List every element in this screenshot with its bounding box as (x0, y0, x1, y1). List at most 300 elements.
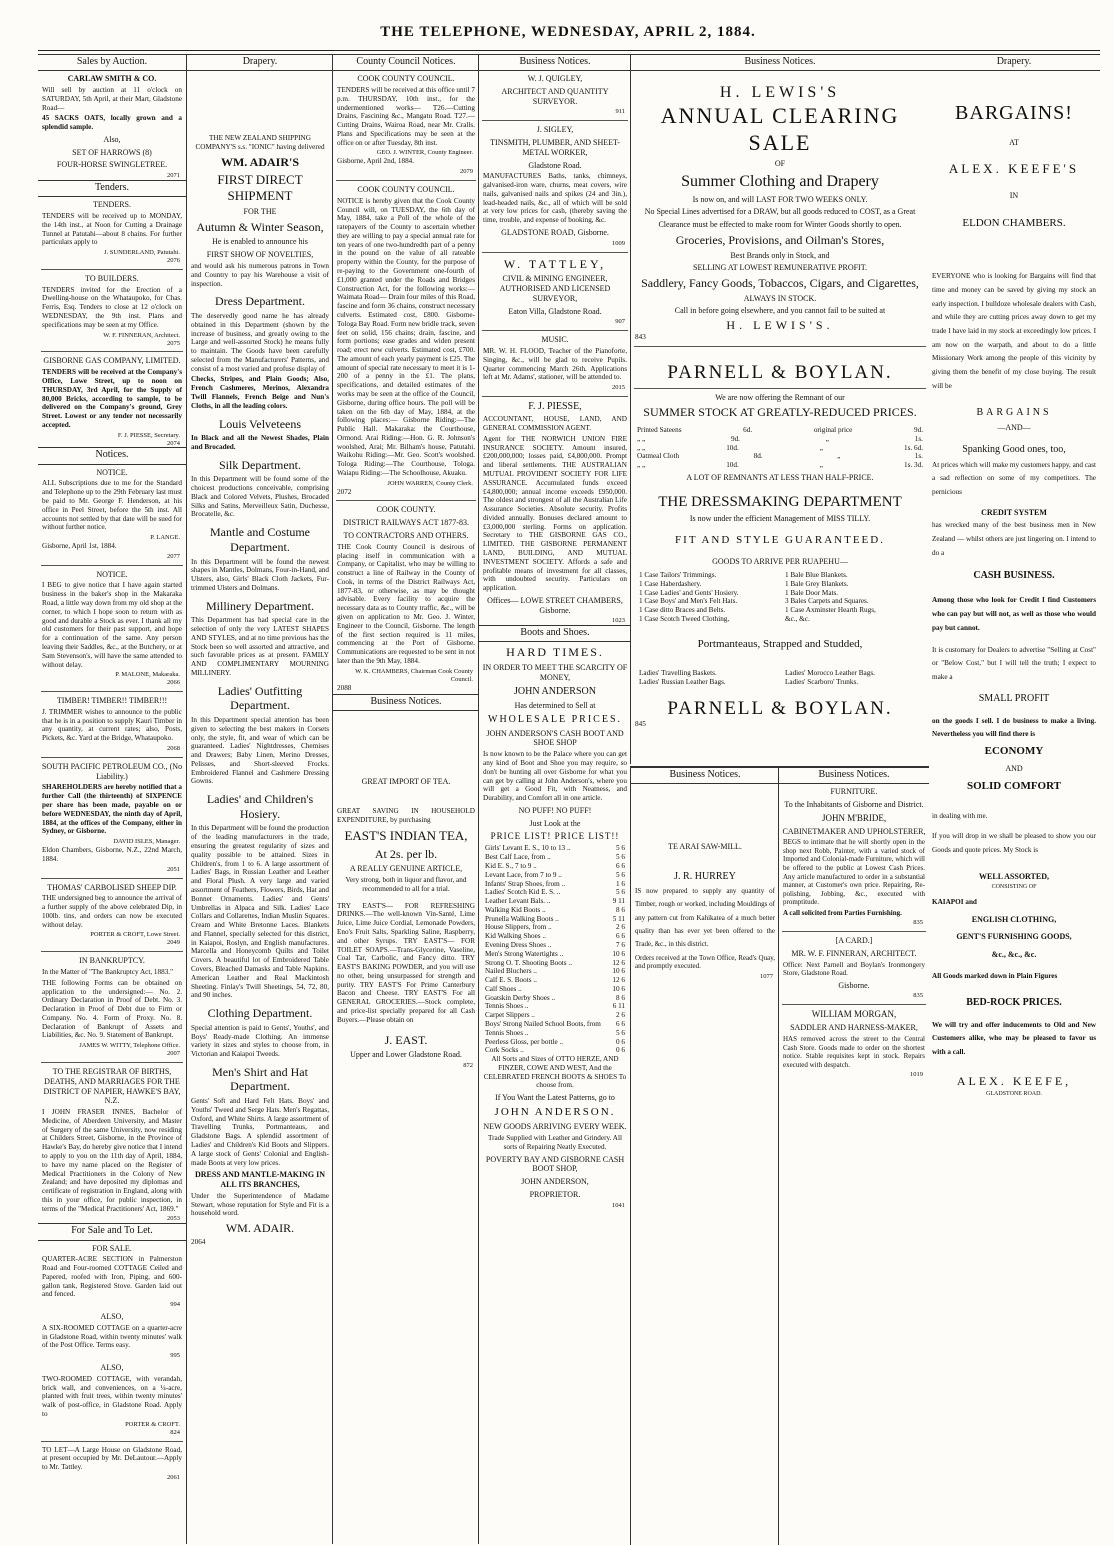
price-item: Calf E. S. Boots .. (485, 976, 537, 985)
price-list-row (485, 1029, 625, 1038)
ad-text: A REALLY GENUINE ARTICLE, (349, 864, 463, 874)
divider (482, 330, 628, 331)
price-item: Men's Strong Watertights .. (485, 949, 564, 958)
section-header: Tenders. (38, 180, 186, 197)
list-item: 1 Case Boys' and Men's Felt Hats. (639, 597, 738, 606)
ad-title: EAST'S INDIAN TEA, (344, 827, 468, 843)
divider (41, 691, 183, 692)
price-value: 12 6 (612, 976, 625, 985)
ad-title: ALEX. KEEFE, (956, 1073, 1072, 1088)
ad-text: Orders received at the Town Office, Read's Quay, and promptly executed. (635, 953, 775, 971)
ad-text: If you will drop in we shall be pleased to show you our Goods and quote prices. My Stock is (932, 832, 1096, 855)
ad-text: Just Look at the (529, 818, 581, 828)
price-list-row (485, 888, 625, 897)
ad-text: Special attention is paid to Gents', Youths', and Boys' Ready-made Clothing. An immense variety in sizes and styles to choose from, in Victorian and Kaiapoi Tweeds. (191, 1023, 329, 1059)
section-header: Drapery. (928, 54, 1100, 71)
ad-signature: J. SUNDERLAND, Patutahi. (103, 249, 180, 257)
ad-title: ANNUAL CLEARING SALE (660, 102, 900, 155)
divider (634, 346, 926, 347)
ad-title: IN BANKRUPTCY. (79, 956, 145, 966)
list-item: 3 Bales Carpets and Squares. (785, 597, 869, 606)
ad-title: ALSO, (100, 1312, 124, 1322)
column-keefe-drapery (928, 54, 1100, 1544)
price-list-row (485, 1046, 625, 1055)
price-item: Best Calf Lace, from .. (485, 853, 551, 862)
price-item: Cork Socks .. (485, 1046, 524, 1055)
ad-text: TENDERS invited for the Erection of a Dwelling-house on the Whataupoko, for Chas. Ferris, Esq. Tenders to close at 12 o'clock on WEDNESDAY, the 9th inst. Plans and specifications may be seen at my Office. (42, 285, 182, 329)
price-item: Levant Lace, from 7 to 9 .. (485, 870, 562, 879)
ad-text: Gents' Soft and Hard Felt Hats. Boys' and Youths' Tweed and Serge Hats. Men's Regattas, Oxford, and White Shirts. A large assortment of Travelling Trunks, Portmanteaus, and Gladstone Bags. A splendid assortment of Ladies' and Children's Kid Boots and Slippers. A large stock of Gents' Colonial and English-made Boots at very low prices. (191, 1097, 329, 1167)
ad-number: 2075 (167, 339, 180, 347)
ad-subheading: Men's Shirt and Hat Department. (212, 1064, 308, 1094)
ad-subheading: Ladies' and Children's Hosiery. (206, 792, 314, 821)
price-table-cell: 10d. (726, 443, 739, 452)
price-table-row (637, 461, 923, 470)
ad-title: ARCHITECT AND QUANTITY SURVEYOR. (501, 86, 609, 106)
ad-number: 1023 (612, 617, 625, 625)
price-list-row (485, 976, 625, 985)
ad-text: Also, (103, 134, 121, 144)
price-table-cell: 1s. 3d. (904, 461, 923, 470)
section-header: Drapery. (187, 54, 333, 71)
list-item: 1 Case Axminster Hearth Rugs, (785, 606, 876, 615)
ad-text: To the Inhabitants of Gisborne and District. (784, 799, 924, 809)
ad-number: 2049 (167, 939, 180, 947)
ad-number: 2053 (167, 1215, 180, 1223)
ad-text: BEGS to intimate that he will shortly open in the shop next Robb, Painter, with a varied stock of Imported and Colonial-made Furniture, which will be offered to the public at Lowest Cash Prices. Any article manufactured to order in a substantial manner, at Customer's own price. Repairing, Re-polishing, Jobbing, &c., executed with promptitude. (783, 838, 925, 907)
price-table-cell: Printed Sateens (637, 426, 682, 435)
column-business-boots (478, 54, 631, 1544)
price-list-row (485, 1002, 625, 1011)
masthead-rule (38, 50, 1100, 51)
blank-space (187, 74, 333, 134)
ad-text: TENDERS will be received at this office until 7 p.m. THURSDAY, 10th inst., for the undermentioned works— T26.—Cutting Drains, Fascining &c., Mangatu Road. T27.—Cutting Drains, Wairoa Road, near Mr. Cralls. Plans and Specifications may be seen at the office on or after Tuesday, 8th inst. (337, 85, 475, 147)
ad-number: 845 (635, 719, 646, 728)
ad-signature: J. EAST. (384, 1032, 428, 1047)
ad-text: Upper and Lower Gladstone Road. (350, 1050, 462, 1060)
price-list-row (485, 994, 625, 1003)
price-value: 10 6 (612, 984, 625, 993)
masthead: THE TELEPHONE, WEDNESDAY, APRIL 2, 1884. (380, 24, 756, 40)
ad-text: THE following Forms can be obtained on application to the undersigned:— No. 2. Ordinary Declaration in Proof of Debt. No. 3. Declaration in Proof of Debt due to Firm or Company. No. 4. Form of Proxy. No. 8. Declaration of Bankrupt of Assets and Liabilities, &c. No. 9. Statement of Bankrupt. (42, 978, 182, 1040)
ad-text: CABINETMAKER AND UPHOLSTERER, (782, 826, 926, 836)
section-header: Business Notices. (631, 54, 929, 71)
goods-column (639, 571, 775, 624)
ad-title: FURNITURE. (830, 787, 878, 797)
ad-title: NOTICE. (96, 569, 128, 579)
price-value: 9 11 (612, 897, 625, 906)
ad-text: EVERYONE who is looking for Bargains will find that time and money can be saved by giving my stock an early inspection. I bulldoze wholesale dealers with Cash, and while they are cutting prices away down to get my trade I have laid in my stock at exceedingly low prices. I am now on the warpath, and about to do a little Missionary Work among the people of this vicinity by giving them the benefit of my close buying. The result will be (932, 272, 1096, 390)
price-list-row (485, 985, 625, 994)
price-value: 8 6 (616, 905, 625, 914)
ad-title: Saddlery, Fancy Goods, Tobaccos, Cigars, and Cigarettes, (641, 276, 919, 290)
price-table-cell: original price (813, 426, 853, 435)
ad-date: Eldon Chambers, Gisborne, N.Z., 22nd March, 1884. (42, 846, 182, 863)
ad-number: 2071 (167, 172, 180, 180)
price-item: House Slippers, from .. (485, 923, 552, 932)
price-value: 10 6 (612, 967, 625, 976)
ad-number: 2068 (167, 745, 180, 753)
ad-text: ALL Subscriptions due to me for the Standard and Telephone up to the 29th February last must be paid to Mr. George F. Henderson, at his office in Peel Street, before the 5th inst. All accounts not settled by that date will be sued for without further notice. (42, 479, 182, 532)
ad-title: Groceries, Provisions, and Oilman's Stores, (675, 232, 885, 247)
price-item: Kid Walking Shoes .. (485, 932, 546, 941)
ad-number: 835 (913, 992, 923, 1000)
price-item: Evening Dress Shoes .. (485, 940, 552, 949)
price-list-row (485, 959, 625, 968)
ad-text: THE undersigned beg to announce the arrival of a further supply of the above celebrated Dip, in 100lb. tins, and orders can now be executed without delay. (42, 894, 182, 929)
list-item: 1 Bale Grey Blankets. (785, 579, 849, 588)
ad-title: SOLID COMFORT (966, 780, 1062, 793)
ad-number: 995 (170, 1352, 180, 1360)
ad-title: PARNELL & BOYLAN. (667, 697, 893, 719)
ad-title: PRICE LIST! PRICE LIST!! (490, 831, 620, 842)
ad-text: has wrecked many of the best business men in New Zealand — whilst others are just lingering on. I intend to do a (932, 521, 1096, 557)
ad-title: TO BUILDERS. (85, 273, 139, 283)
ad-title: ALSO, (100, 1363, 124, 1373)
divider (41, 757, 183, 758)
ad-title: THE DRESSMAKING DEPARTMENT (658, 493, 902, 510)
ad-text: Call in before going elsewhere, and you cannot fail to be suited at (674, 306, 886, 316)
ad-number: 907 (615, 318, 625, 326)
price-list (479, 844, 631, 1055)
ad-text: IN (1009, 191, 1019, 201)
ad-text: MANUFACTURES Baths, tanks, chimneys, galvanised-iron ware, churns, meat covers, wire nails, galvanised nails and spikes (24 and 3in.), lead-headed nails, &c., all of which will be sold at very low prices for cash, (thereby saving the time, trouble, and expense of booking, &c. (483, 172, 627, 225)
ad-text: If You Want the Latest Patterns, go to (495, 1093, 615, 1103)
ad-title: H. LEWIS'S (719, 84, 841, 102)
price-table-row (637, 435, 923, 444)
divider (482, 252, 628, 253)
section-header: Boots and Shoes. (479, 625, 631, 642)
ad-signature: JAMES W. WITTY, Telephone Office. (79, 1042, 180, 1050)
blank-space (631, 787, 779, 839)
section-header: Business Notices. (479, 54, 631, 71)
ad-title: COOK COUNTY COUNCIL. (357, 74, 455, 84)
list-item: Ladies' Morocco Leather Bags. (785, 669, 875, 678)
ad-title: Spanking Good ones, too, (962, 444, 1066, 456)
price-item: Nailed Bluchers .. (485, 967, 537, 976)
ad-text: Clearance must be effected to make room for Winter Goods shortly to open. (658, 220, 902, 230)
ad-signature: F. J. PIESSE, Secretary. (117, 431, 180, 439)
divider (41, 565, 183, 566)
ad-number: 2076 (167, 257, 180, 264)
price-value: 5 6 (616, 1028, 625, 1037)
ad-title: GISBORNE GAS COMPANY, LIMITED. (43, 356, 181, 366)
divider (336, 500, 476, 501)
ad-text: &c., &c., &c. (991, 950, 1037, 960)
ad-number: 2079 (460, 168, 473, 176)
ad-signature: WM. ADAIR. (225, 1221, 295, 1236)
ad-text: Has determined to Sell at (514, 700, 596, 710)
ad-number: 994 (170, 1301, 180, 1309)
ad-text: It is customary for Dealers to advertise "Selling at Cost" or "Below Cost," but I will tell the truth; I expect to make a (932, 645, 1096, 681)
ad-text: Will sell by auction at 11 o'clock on SATURDAY, 5th April, at their Mart, Gladstone Road— (42, 85, 182, 112)
divider (41, 951, 183, 952)
list-item: Ladies' Russian Leather Bags. (639, 677, 726, 686)
ad-subheading: Louis Velveteens (218, 416, 302, 431)
ad-number: 843 (635, 332, 646, 341)
column-lewis-parnell (630, 54, 929, 764)
price-value: 5 11 (612, 914, 625, 923)
price-item: Tennis Shoes .. (485, 1002, 529, 1011)
section-header: Notices. (38, 447, 186, 464)
ad-number: 1009 (612, 239, 625, 247)
ad-text: SADDLER AND HARNESS-MAKER, (790, 1023, 918, 1033)
ad-title: W. J. QUIGLEY, (527, 74, 583, 84)
ad-number: 2007 (167, 1050, 180, 1058)
price-value: 6 6 (616, 1020, 625, 1029)
price-item: Leather Levant Bals. .. (485, 897, 551, 906)
ad-title: J. SIGLEY, (536, 125, 574, 135)
ad-number: 911 (615, 108, 625, 116)
price-table-cell: 6d. (743, 426, 753, 435)
price-value: 12 6 (612, 958, 625, 967)
price-item: Kid E. S., 7 to 9 .. (485, 861, 537, 870)
price-value: 1 6 (616, 879, 625, 888)
ad-text: NO PUFF! NO PUFF! (518, 805, 592, 815)
ad-title: Autumn & Winter Season, (196, 219, 324, 234)
goods-column (785, 571, 921, 624)
price-value: 2 6 (616, 1011, 625, 1020)
ad-text: Gisborne. (838, 980, 870, 990)
divider (41, 351, 183, 352)
ad-text: ALWAYS IN STOCK. (743, 293, 817, 303)
ad-title: J. R. HURREY (674, 870, 736, 882)
list-item: 1 Bale Blue Blankets. (785, 570, 848, 579)
ad-subheading: Silk Department. (219, 457, 301, 472)
ad-title: MUSIC. (541, 335, 569, 345)
ad-number: 1019 (910, 1071, 923, 1079)
ad-text: TWO-ROOMED COTTAGE, with verandah, brick wall, and conveniences, on a ¼-acre, planted with fruit trees, within twenty minutes' walk of post-office, in Gladstone Road. Apply to (42, 1374, 182, 1419)
ad-title: At 2s. per lb. (374, 846, 438, 861)
ad-text: I JOHN FRASER INNES, Bachelor of Medicine, of Aberdeen University, and Master of Surgery of the same University, now residing at Childers Street, Gisborne, in the Province of Hawke's Bay, do hereby give notice that I intend to apply to you on the 11th day of April, 1884, to have my name placed on the Register of Medical Practitioners in the Colony of New Zealand; and have deposited my diplomas and certificate of registration in England, along with this in your office, for public inspection, in terms of the "Medical Practitioners' Act, 1869." (42, 1108, 182, 1213)
ad-text: Under the Superintendence of Madame Stewart, whose reputation for Style and Fit is a household word. (191, 1191, 329, 1218)
price-value: 0 6 (616, 1037, 625, 1046)
divider (41, 878, 183, 879)
price-table-cell: 9d. (730, 434, 740, 443)
ad-date: Gisborne, April 1st, 1884. (42, 542, 117, 551)
ad-text: GOODS TO ARRIVE PER RUAPEHU— (712, 557, 848, 567)
bags-column (785, 669, 921, 687)
ad-text: GREAT SAVING IN HOUSEHOLD EXPENDITURE, by purchasing (337, 807, 475, 825)
ad-text: GLADSTONE ROAD, Gisborne. (501, 228, 609, 238)
list-item: 1 Case Scotch Tweed Clothing, (639, 614, 730, 623)
ad-subheading: Mantle and Costume Department. (210, 525, 310, 554)
ad-title: W. TATTLEY, (503, 256, 607, 271)
ad-text: PROPRIETOR. (529, 1189, 581, 1199)
price-table-cell: „ (819, 443, 823, 452)
column-auction-tenders (38, 54, 186, 1544)
ad-number: 872 (463, 1061, 473, 1069)
ad-signature: DAVID ISLES, Manager. (113, 838, 180, 846)
divider (482, 120, 628, 121)
price-list-row (485, 906, 625, 915)
ad-text: FOR THE (243, 207, 277, 217)
blank-space (333, 714, 479, 774)
ad-title: Portmanteaus, Strapped and Studded, (697, 637, 863, 650)
price-value: 10 6 (612, 949, 625, 958)
ad-text: DRESS AND MANTLE-MAKING IN ALL ITS BRANCHES, (194, 1170, 325, 1190)
price-item: Peerless Gloss, per bottle .. (485, 1037, 564, 1046)
ad-text: 45 SACKS OATS, locally grown and a splendid sample. (42, 114, 182, 132)
ad-text: In this Department special attention has been given to selecting the best makers in Corsets only, the style, fit, and wear of which can be guaranteed. Ladies' Nightdresses, Chemises and Drawers; Baby Linen, Merino Dresses, Pelisses, and Short-sleeved Frocks. Embroidered Flannel and Cashmere Dressing Gowns. (191, 715, 329, 786)
price-value: 5 6 (616, 853, 625, 862)
price-list-row (485, 844, 625, 853)
price-list-row (485, 871, 625, 880)
price-value: 5 6 (616, 844, 625, 853)
ad-title: PARNELL & BOYLAN. (667, 361, 893, 383)
price-item: Strong O. T. Shooting Boots .. (485, 958, 572, 967)
price-list-row (485, 932, 625, 941)
price-value: 6 6 (616, 932, 625, 941)
ad-title: ALEX. KEEFE'S (948, 161, 1080, 177)
ad-title: THOMAS' CARBOLISED SHEEP DIP. (47, 882, 177, 892)
ad-title: HARD TIMES. (506, 645, 604, 660)
ad-text: TRY EAST'S— FOR REFRESHING DRINKS.—The well-known Vin-Santé, Lime Juice, Lime Juice Cordial, Lemonade Powders, Eno's Fruit Salts, Sparkling Saline, Raspberry, and other Syrups. TRY EAST'S— FOR TOILET SOAPS.—Trans-Glycerine, Vaseline, Coal Tar, Carbolic, and Fancy ditto. TRY EAST'S BAKING POWDER, and you will use no other, being unsurpassed for strength and purity. TRY EAST'S For Prime Canterbury Bacon and Cheese. TRY EAST'S For all GENERAL GROCERIES.—Stock complete, and price-list specially prepared for all Cash Buyers.—Please obtain on (337, 901, 475, 1024)
ad-title: GENT'S FURNISHING GOODS, (956, 932, 1072, 942)
ad-text: Eaton Villa, Gladstone Road. (508, 306, 602, 316)
ad-signature: P. LANGE. (150, 534, 180, 542)
ad-text: Trade Supplied with Leather and Grindery. All sorts of Repairing Neatly Executed. (487, 1134, 622, 1151)
price-table-cell: 1s. (914, 434, 923, 443)
ad-title: BED-ROCK PRICES. (966, 996, 1062, 1008)
ad-title: JOHN ANDERSON'S CASH BOOT AND SHOE SHOP (486, 728, 624, 748)
section-header: Business Notices. (631, 767, 779, 784)
price-table-cell: 8d. (753, 452, 763, 461)
section-header: Sales by Auction. (38, 54, 186, 71)
price-table-cell: 1s. (914, 452, 923, 461)
bags-list (639, 669, 921, 687)
price-list-row (485, 880, 625, 889)
price-item: Ladies' Scotch Kid E. S. .. (485, 888, 561, 897)
divider (41, 1062, 183, 1063)
ad-text: Best Brands only in Stock, and (730, 250, 830, 260)
price-table-cell: „ „ (637, 443, 646, 452)
ad-subheading: Ladies' Outfitting Department. (217, 683, 303, 713)
ad-title: JOHN ANDERSON (514, 685, 596, 697)
ad-text: All Goods marked down in Plain Figures (932, 971, 1058, 980)
price-item: Walking Kid Boots .. (485, 905, 546, 914)
ad-text: At prices which will make my customers happy, and cast a sad reflection on some of my competitors. The pernicious (932, 460, 1096, 496)
ad-number: 2015 (612, 384, 625, 392)
ad-title: ENGLISH CLOTHING, (971, 914, 1057, 924)
ad-text: SET OF HARROWS (8) (72, 147, 152, 157)
ad-signature: JOHN WARREN, County Clerk. (387, 479, 473, 487)
ad-number: 1077 (760, 972, 773, 980)
ad-title: ECONOMY (984, 745, 1044, 758)
ad-title: F. J. PIESSE, (528, 401, 582, 413)
ad-text: THE NEW ZEALAND SHIPPING COMPANY'S s.s. "IONIC" having delivered (195, 134, 325, 151)
ad-title: TIMBER! TIMBER!! TIMBER!!! (56, 696, 168, 706)
price-value: 7 6 (616, 940, 625, 949)
ad-text: HAS removed across the street to the Central Cash Store. Goods made to order on the shortest notice. Stable requisites kept in stock. Repairs executed with despatch. (783, 1035, 925, 1069)
ad-title: H. LEWIS'S. (726, 318, 834, 333)
ad-text: —AND— (997, 422, 1031, 432)
price-value: 2 6 (616, 923, 625, 932)
ad-text: CIVIL & MINING ENGINEER, AUTHORISED AND LICENSED SURVEYOR, (499, 274, 611, 303)
price-item: Boys' Strong Nailed School Boots, from (485, 1020, 601, 1029)
price-list-row (485, 967, 625, 976)
ad-title: ELDON CHAMBERS. (962, 216, 1066, 229)
ad-number: 2074 (167, 439, 180, 447)
ad-signature: W. K. CHAMBERS, Chairman Cook County Council. (355, 667, 473, 683)
ad-signature: PORTER & CROFT, Lowe Street. (90, 931, 180, 939)
ad-text: This Department has had special care in the selection of only the very LATEST SHAPES AND STYLES, and at no time previous has the Stock been so well assorted and attractive, and such favorable prices as at present. FAMILY AND COMPLIMENTARY MOURNING MILLINERY. (191, 616, 329, 677)
price-table-cell: „ „ (637, 461, 646, 470)
ad-text: FOUR-HORSE SWINGLETREE. (56, 160, 168, 170)
price-item: Carpet Slippers .. (485, 1011, 535, 1020)
price-table-cell: „ „ (637, 434, 646, 443)
ad-title: COOK COUNTY. (376, 505, 436, 515)
price-list-row (485, 1020, 625, 1029)
price-table-cell: „ (837, 452, 841, 461)
ad-date: Gisborne, April 2nd, 1884. (337, 157, 415, 166)
ad-title: ACCOUNTANT, HOUSE, LAND, AND GENERAL COMMISSION AGENT. (483, 415, 627, 433)
ad-title: COOK COUNTY COUNCIL. (357, 185, 455, 195)
ad-number: 824 (170, 1428, 180, 1436)
ad-text: AT (1009, 137, 1019, 147)
ad-text: GLADSTONE ROAD. (986, 1091, 1042, 1098)
ad-title: MR. W. F. FINNERAN, ARCHITECT. (791, 948, 917, 958)
ad-text: OF (774, 159, 786, 169)
ad-number: 2072 (337, 487, 352, 496)
divider (482, 396, 628, 397)
list-item: 1 Case ditto Braces and Belts. (639, 606, 726, 615)
list-item: Ladies' Scarboro' Trunks. (785, 677, 859, 686)
price-item: Girls' Levant E. S., 10 to 13 .. (485, 844, 571, 853)
ad-text: MR. W. H. FLOOD, Teacher of the Pianoforte, Singing, &c., will be glad to receive Pupils. Quarter commencing March 26th. Applications left at Mr. Adams', stationer, will be attended to. (483, 347, 627, 382)
ad-title: Summer Clothing and Drapery (681, 173, 879, 191)
ad-title: JOHN M'BRIDE, (821, 812, 887, 823)
list-item: 1 Case Haberdashery. (639, 579, 702, 588)
price-value: 5 6 (616, 888, 625, 897)
ad-text: Checks, Stripes, and Plain Goods; Also, French Cashmeres, Merinos, Alexandra Twill Flannels, French Beige and Nun's Cloths, in all the leading colors. (191, 375, 329, 410)
price-list-row (485, 950, 625, 959)
ad-title: NOTICE. (96, 467, 128, 477)
ad-text: A LOT OF REMNANTS AT LESS THAN HALF-PRICE. (686, 472, 874, 482)
ad-text: In the Matter of "The Bankruptcy Act, 1883." (42, 968, 174, 976)
ad-title: JOHN ANDERSON. (494, 1106, 616, 1119)
ad-title: WHOLESALE PRICES. (488, 713, 622, 725)
ad-text: SHAREHOLDERS are hereby notified that a further Call (the thirteenth) of SIXPENCE per share has been made, payable on or before WEDNESDAY, the ninth day of April, 1884, at the offices of the Company, either in Sydney, or Gisborne. (42, 783, 182, 836)
ad-text: [A CARD.] (835, 936, 873, 946)
blank-space (631, 854, 779, 868)
ad-text: In this Department will be found the newest shapes in Mantles, Dolmans, Four-in-Hand, and Ulsters, also, Girls' Black Cloth Jackets, Fur-trimmed Ulsters and Dolmans. (191, 557, 329, 592)
ad-number: 2064 (191, 1237, 206, 1246)
ad-text: TENDERS will be received up to MONDAY, the 14th inst., at Noon for Cutting a Drainage Tunnel at Patutahi—about 8 chains. For further particulars apply to (42, 211, 182, 247)
section-header: For Sale and To Let. (38, 1223, 186, 1240)
ad-text: SELLING AT LOWEST REMUNERATIVE PROFIT. (693, 263, 867, 273)
ad-number: 2061 (167, 1474, 180, 1482)
ad-text: We will try and offer inducements to Old and New Customers alike, who may be pleased to favor us with a call. (932, 1020, 1096, 1057)
price-value: 5 6 (616, 870, 625, 879)
ad-text: IS now prepared to supply any quantity of Timber, rough or worked, including Mouldings of any pattern cut from Kahikatea of a much better quality than has ever yet been offered to the Trade, &c., in this district. (635, 887, 775, 949)
price-table-cell: Oatmeal Cloth (637, 452, 680, 461)
divider (782, 1004, 926, 1005)
ad-title: CARLAW SMITH & CO. (67, 74, 157, 84)
ad-title: TE ARAI SAW-MILL. (668, 842, 742, 852)
divider (41, 1441, 183, 1442)
ad-subheading: Millinery Department. (206, 598, 314, 613)
ad-number: 2066 (167, 679, 180, 687)
ad-title: TINSMITH, PLUMBER, AND SHEET-METAL WORKER, (490, 138, 620, 157)
price-list-row (485, 941, 625, 950)
price-list-row (485, 853, 625, 862)
ad-title: TO CONTRACTORS AND OTHERS. (343, 530, 469, 540)
ad-title: BARGAINS (976, 407, 1052, 419)
ad-title: FOR SALE. (92, 1243, 132, 1253)
ad-text: Is now known to be the Palace where you can get any kind of Boot and Shoe you may require, so don't be hunting all over Gisborne for what you can get by calling at John Anderson's, where you will get a Good Fit, with Neatness, and Durability, and Comfort all in one article. (483, 750, 627, 803)
ad-title: TENDERS. (93, 200, 131, 210)
